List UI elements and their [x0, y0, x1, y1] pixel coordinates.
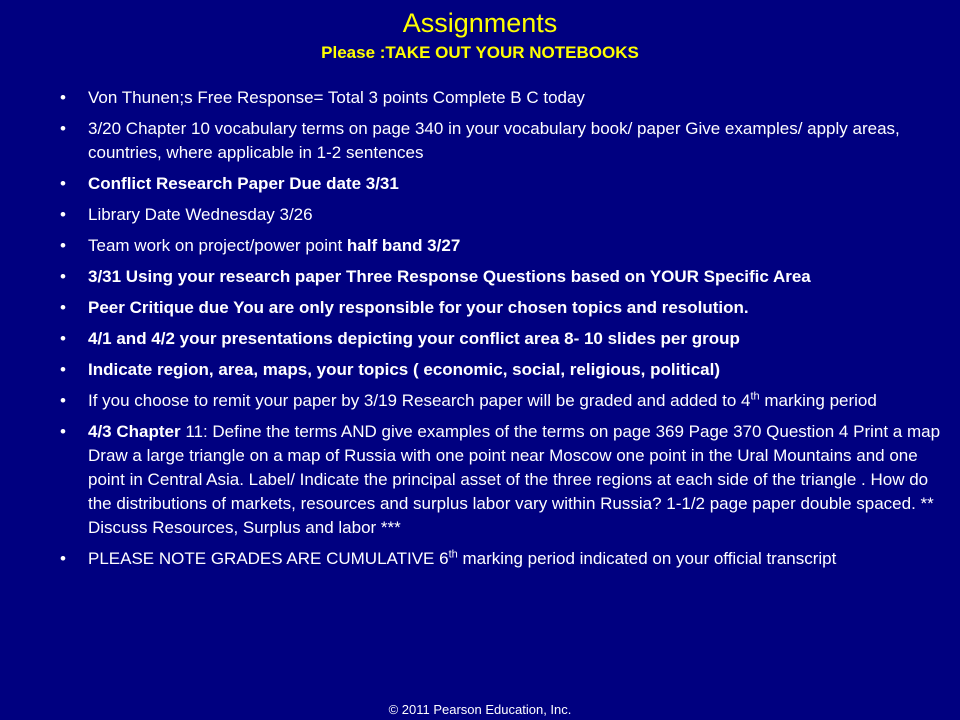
bullet-marker: •	[60, 360, 66, 379]
bullet-text: th	[448, 548, 458, 561]
bullet-text: PLEASE NOTE GRADES ARE CUMULATIVE 6	[88, 549, 449, 568]
bullet-marker: •	[60, 329, 66, 348]
bullet-item	[60, 389, 950, 413]
bullet-marker: •	[60, 267, 66, 286]
bullet-item	[60, 547, 950, 571]
bullet-text: Indicate region, area, maps, your topics ( economic, social, religious, political)	[88, 360, 720, 379]
bullet-text: 11: Define the terms AND give examples of the terms on page 369 Page 370 Question 4 Print a map Draw a large triangle on a map of Russia with one point near Moscow one point in the Ural Mountains and one point in Central Asia. Label/ Indicate the principal asset of the three regions at each side of the triangle . How do the distributions of markets, resources and surplus labor vary within Russia? 1-1/2 page paper double spaced. ** Discuss Resources, Surplus and labor ***	[88, 422, 941, 537]
bullet-marker: •	[60, 298, 66, 317]
bullet-list	[60, 86, 950, 578]
bullet-text: Team work on project/power point	[88, 236, 347, 255]
bullet-text: 3/31 Using your research paper Three Response Questions based on YOUR Specific Area	[88, 267, 811, 286]
bullet-marker: •	[60, 422, 66, 441]
bullet-item	[60, 327, 950, 351]
bullet-text: half band 3/27	[346, 236, 461, 255]
bullet-item	[60, 358, 950, 382]
bullet-text: 4/3 Chapter	[88, 422, 186, 441]
bullet-text: If you choose to remit your paper by 3/19 Research paper will be graded and added to 4	[88, 391, 751, 410]
bullet-text: Conflict Research Paper Due date 3/31	[88, 174, 399, 193]
bullet-text: marking period	[759, 391, 877, 410]
slide-title: Assignments	[402, 8, 558, 38]
bullet-item	[60, 420, 950, 540]
slide-subtitle: Please :TAKE OUT YOUR NOTEBOOKS	[321, 43, 639, 62]
bullet-marker: •	[60, 236, 66, 255]
bullet-item	[60, 296, 950, 320]
bullet-marker: •	[60, 119, 66, 138]
bullet-text: marking period indicated on your official transcript	[457, 549, 837, 568]
bullet-marker: •	[60, 391, 66, 410]
bullet-text: 4/1 and 4/2 your presentations depicting your conflict area 8- 10 slides per group	[88, 329, 740, 348]
bullet-marker: •	[60, 88, 66, 107]
bullet-item	[60, 203, 950, 227]
bullet-marker: •	[60, 549, 66, 568]
copyright-footer: © 2011 Pearson Education, Inc.	[388, 702, 572, 717]
bullet-marker: •	[60, 174, 66, 193]
bullet-item	[60, 117, 950, 165]
bullet-marker: •	[60, 205, 66, 224]
bullet-item	[60, 86, 950, 110]
bullet-text: Library Date Wednesday 3/26	[88, 205, 313, 224]
bullet-text: th	[750, 390, 760, 403]
bullet-text: Peer Critique due You are only responsible for your chosen topics and resolution.	[88, 298, 749, 317]
bullet-item	[60, 265, 950, 289]
bullet-text: 3/20 Chapter 10 vocabulary terms on page 340 in your vocabulary book/ paper Give examples/ apply areas, countries, where applicable in 1-2 sentences	[88, 119, 900, 162]
bullet-item	[60, 172, 950, 196]
bullet-item	[60, 234, 950, 258]
bullet-text: Von Thunen;s Free Response= Total 3 points Complete B C today	[88, 88, 585, 107]
